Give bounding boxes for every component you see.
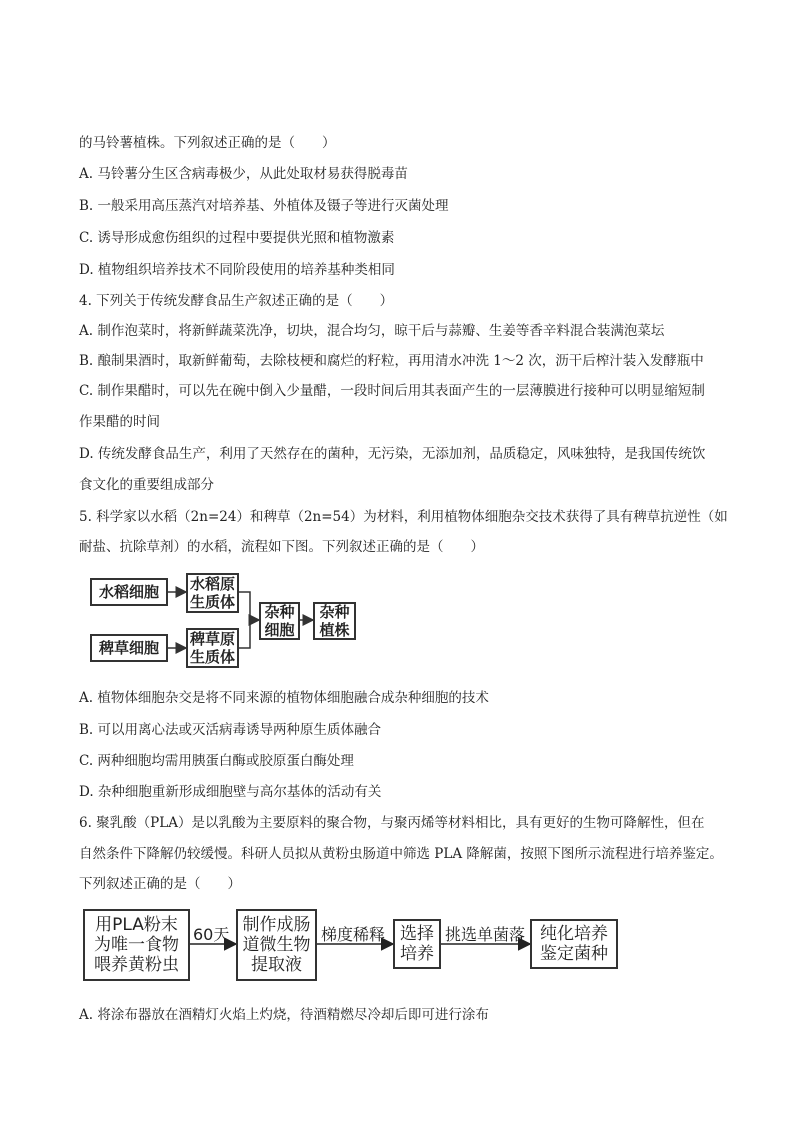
- option-a: A. 制作泡菜时，将新鲜蔬菜洗净，切块，混合均匀，晾干后与蒜瓣、生姜等香辛料混合装满泡菜坛: [79, 323, 665, 339]
- question-6-stem-continued: 下列叙述正确的是（ ）: [79, 876, 241, 892]
- arrow-label-pick-colony: 挑选单菌落: [445, 925, 526, 944]
- option-a: A. 马铃薯分生区含病毒极少，从此处取材易获得脱毒苗: [79, 166, 408, 182]
- question-6-stem-continued: 自然条件下降解仍较缓慢。科研人员拟从黄粉虫肠道中筛选 PLA 降解菌，按照下图所示流程进行培养鉴定。: [79, 846, 723, 862]
- option-c: C. 两种细胞均需用胰蛋白酶或胶原蛋白酶处理: [79, 753, 354, 769]
- barnyard-protoplast-box: 稗草原 生质体: [186, 628, 239, 668]
- option-c-continued: 作果醋的时间: [79, 414, 160, 430]
- option-d-continued: 食文化的重要组成部分: [79, 477, 214, 493]
- feeding-step-box: 用PLA粉末 为唯一食物 喂养黄粉虫: [83, 909, 190, 981]
- option-a: A. 将涂布器放在酒精灯火焰上灼烧，待酒精燃尽冷却后即可进行涂布: [79, 1007, 489, 1023]
- option-d: D. 杂种细胞重新形成细胞壁与高尔基体的活动有关: [79, 784, 382, 800]
- arrow-label-60-days: 60天: [193, 925, 230, 944]
- option-c: C. 诱导形成愈伤组织的过程中要提供光照和植物激素: [79, 230, 395, 246]
- question-5-stem: 5. 科学家以水稻（2n=24）和稗草（2n=54）为材料，利用植物体细胞杂交技术获得了具有稗草抗逆性（如: [79, 509, 728, 525]
- option-d: D. 传统发酵食品生产，利用了天然存在的菌种，无污染，无添加剂，品质稳定，风味独特，是我国传统饮: [79, 446, 706, 462]
- purify-identify-box: 纯化培养 鉴定菌种: [530, 919, 618, 969]
- arrow-label-dilution: 梯度稀释: [321, 925, 386, 944]
- option-a: A. 植物体细胞杂交是将不同来源的植物体细胞融合成杂种细胞的技术: [79, 690, 489, 706]
- question-4-stem: 4. 下列关于传统发酵食品生产叙述正确的是（ ）: [79, 293, 394, 309]
- rice-cell-box: 水稻细胞: [90, 578, 168, 606]
- option-c: C. 制作果醋时，可以先在碗中倒入少量醋，一段时间后用其表面产生的一层薄膜进行接种可以明显缩短制: [79, 383, 705, 399]
- hybrid-cell-box: 杂种 细胞: [259, 602, 300, 640]
- hybrid-plant-box: 杂种 植株: [313, 602, 356, 640]
- barnyard-cell-box: 稗草细胞: [90, 634, 168, 662]
- extract-step-box: 制作成肠 道微生物 提取液: [236, 909, 317, 981]
- question-5-stem-continued: 耐盐、抗除草剂）的水稻，流程如下图。下列叙述正确的是（ ）: [79, 539, 484, 555]
- option-b: B. 酿制果酒时，取新鲜葡萄，去除枝梗和腐烂的籽粒，再用清水冲洗 1～2 次，沥干后榨汁装入发酵瓶中: [79, 353, 704, 369]
- option-b: B. 一般采用高压蒸汽对培养基、外植体及镊子等进行灭菌处理: [79, 198, 449, 214]
- option-d: D. 植物组织培养技术不同阶段使用的培养基种类相同: [79, 262, 395, 278]
- rice-protoplast-box: 水稻原 生质体: [186, 573, 239, 613]
- question-6-stem: 6. 聚乳酸（PLA）是以乳酸为主要原料的聚合物，与聚丙烯等材料相比，具有更好的生物可降解性，但在: [79, 815, 705, 831]
- option-b: B. 可以用离心法或灭活病毒诱导两种原生质体融合: [79, 722, 382, 738]
- selective-culture-box: 选择 培养: [393, 919, 441, 969]
- text-line: 的马铃薯植株。下列叙述正确的是（ ）: [79, 135, 336, 151]
